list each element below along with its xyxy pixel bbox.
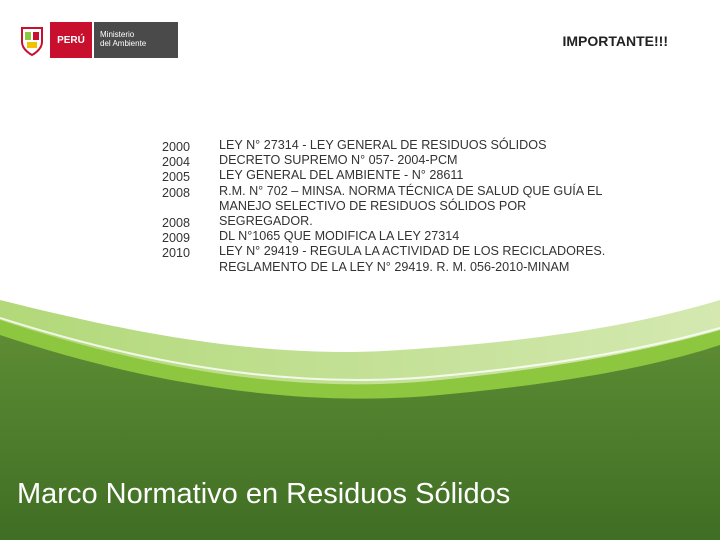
year-item: 2008 — [162, 185, 191, 200]
ministry-line-1: Ministerio — [100, 30, 135, 39]
year-item: 2008 — [162, 215, 191, 230]
year-item: 2010 — [162, 246, 191, 261]
year-item: 2005 — [162, 170, 191, 185]
law-line: LEY N° 27314 - LEY GENERAL DE RESIDUOS SÓLIDOS — [219, 138, 547, 152]
law-line: REGLAMENTO DE LA LEY N° 29419. R. M. 056-2010-MINAM — [219, 259, 570, 274]
coat-of-arms-icon — [18, 22, 46, 58]
law-line: DL N°1065 QUE MODIFICA LA LEY 27314 — [219, 229, 460, 244]
ministry-label — [94, 22, 178, 58]
peru-label: PERÚ — [50, 22, 92, 58]
ministry-line-2: del Ambiente — [100, 39, 147, 48]
law-line: LEY N° 29419 - REGULA LA ACTIVIDAD DE LOS RECICLADORES. — [219, 244, 606, 259]
year-item: 2000 — [162, 140, 191, 154]
law-line: SEGREGADOR. — [219, 214, 313, 229]
law-line: LEY GENERAL DEL AMBIENTE - N° 28611 — [219, 168, 464, 183]
law-line: DECRETO SUPREMO N° 057- 2004-PCM — [219, 153, 458, 168]
laws-column — [219, 138, 699, 275]
year-item: 2009 — [162, 231, 191, 246]
law-line: R.M. N° 702 – MINSA. NORMA TÉCNICA DE SALUD QUE GUÍA EL — [219, 183, 603, 198]
years-column — [162, 140, 202, 262]
year-item: 2004 — [162, 155, 191, 170]
slide-title: Marco Normativo en Residuos Sólidos — [17, 478, 511, 510]
important-heading: IMPORTANTE!!! — [562, 33, 668, 49]
law-line: MANEJO SELECTIVO DE RESIDUOS SÓLIDOS POR — [219, 198, 527, 213]
ministry-logo — [18, 22, 178, 58]
